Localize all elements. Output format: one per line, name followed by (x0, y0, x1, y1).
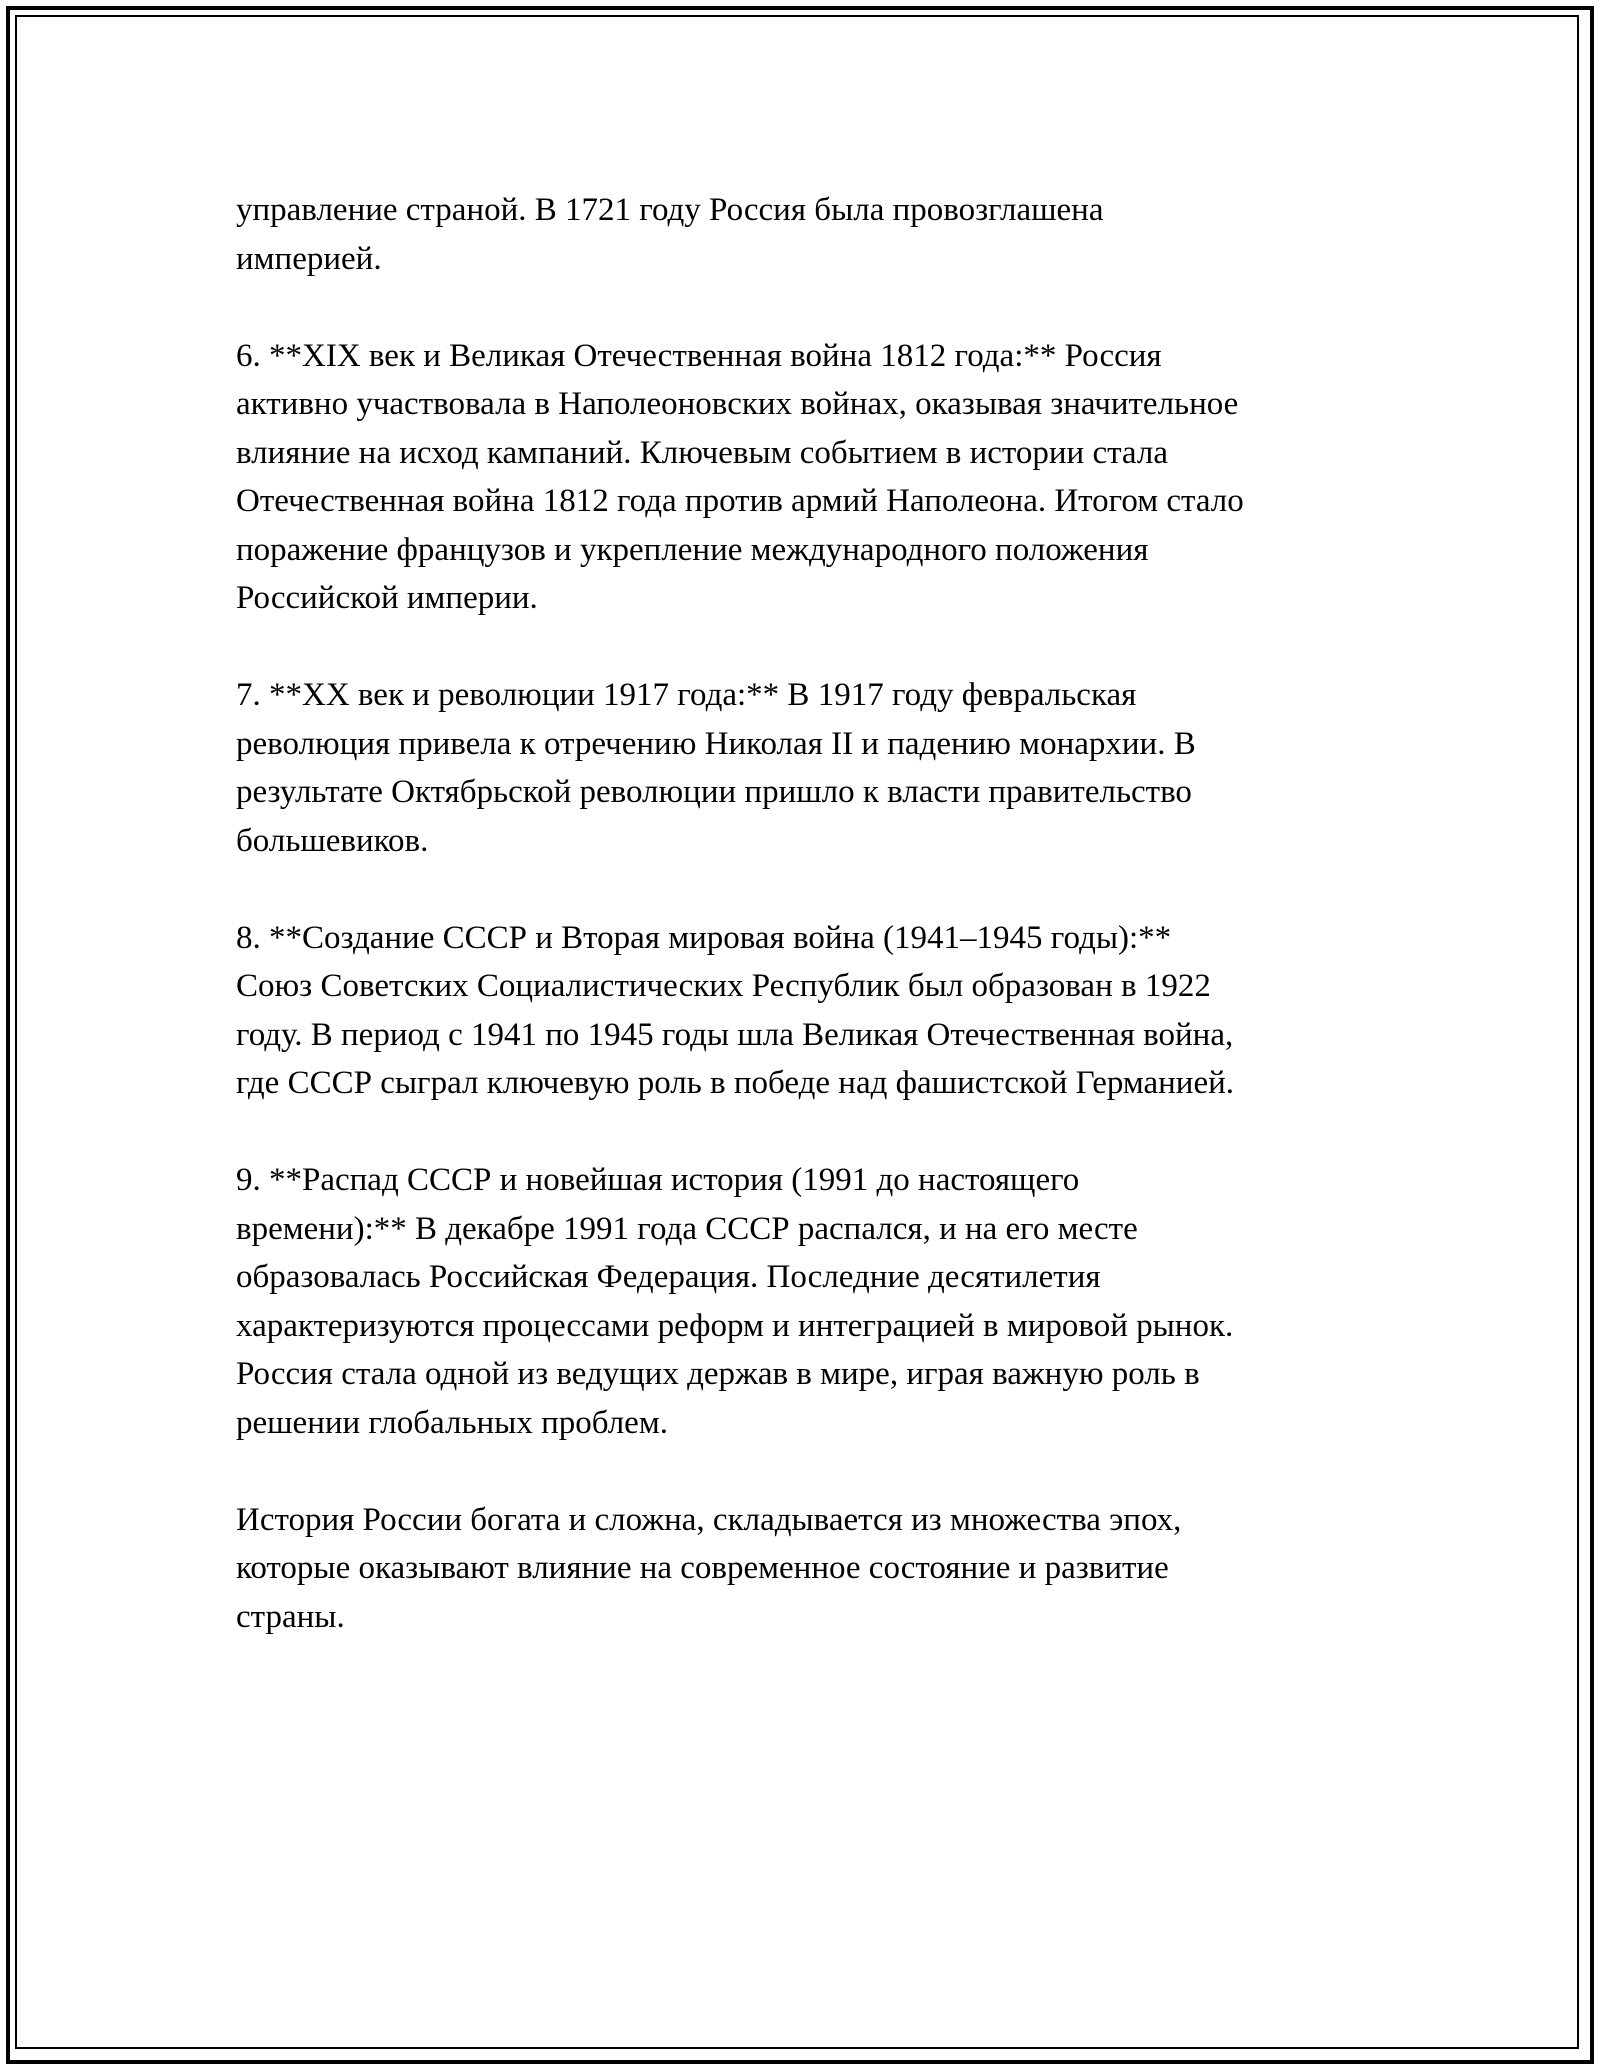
text-line: 8. **Создание СССР и Вторая мировая война (1941–1945 годы):** (236, 919, 1172, 956)
text-line: характеризуются процессами реформ и интеграцией в мировой рынок. (236, 1307, 1234, 1344)
text-line: Российской империи. (236, 580, 538, 616)
text-line: Россия стала одной из ведущих держав в мире, играя важную роль в (236, 1356, 1200, 1392)
text-line: году. В период с 1941 по 1945 годы шла Великая Отечественная война, (236, 1016, 1234, 1053)
paragraph-item-6 (236, 332, 1366, 623)
paragraph-item-8 (236, 914, 1366, 1108)
text-line: активно участвовала в Наполеоновских войнах, оказывая значительное (236, 386, 1239, 422)
text-line: поражение французов и укрепление международного положения (236, 531, 1149, 568)
text-line: решении глобальных проблем. (236, 1404, 668, 1441)
text-line: которые оказывают влияние на современное состояние и развитие (236, 1550, 1169, 1586)
text-line: образовалась Российская Федерация. Последние десятилетия (236, 1259, 1101, 1295)
text-line: революция привела к отречению Николая II и падению монархии. В (236, 725, 1196, 762)
text-line: 6. **XIX век и Великая Отечественная война 1812 года:** Россия (236, 337, 1162, 374)
paragraph-conclusion (236, 1496, 1366, 1642)
text-line: влияние на исход кампаний. Ключевым событием в истории стала (236, 434, 1168, 471)
text-line: Отечественная война 1812 года против армий Наполеона. Итогом стало (236, 483, 1244, 519)
text-line: 9. **Распад СССР и новейшая история (1991 до настоящего (236, 1162, 1080, 1198)
paragraph-item-9 (236, 1156, 1366, 1447)
text-line: где СССР сыграл ключевую роль в победе над фашистской Германией. (236, 1065, 1235, 1101)
text-line: страны. (236, 1598, 345, 1635)
document-body (236, 186, 1366, 1641)
text-line: империей. (236, 240, 382, 277)
paragraph-item-7 (236, 671, 1366, 865)
text-line: управление страной. В 1721 году Россия была провозглашена (236, 192, 1104, 228)
text-line: большевиков. (236, 822, 429, 859)
paragraph-continuation (236, 186, 1366, 283)
text-line: результате Октябрьской революции пришло к власти правительство (236, 774, 1192, 810)
text-line: времени):** В декабре 1991 года СССР распался, и на его месте (236, 1210, 1138, 1247)
text-line: 7. **XX век и революции 1917 года:** В 1917 году февральская (236, 677, 1137, 713)
text-line: Союз Советских Социалистических Республик был образован в 1922 (236, 968, 1211, 1004)
text-line: История России богата и сложна, складывается из множества эпох, (236, 1501, 1182, 1538)
